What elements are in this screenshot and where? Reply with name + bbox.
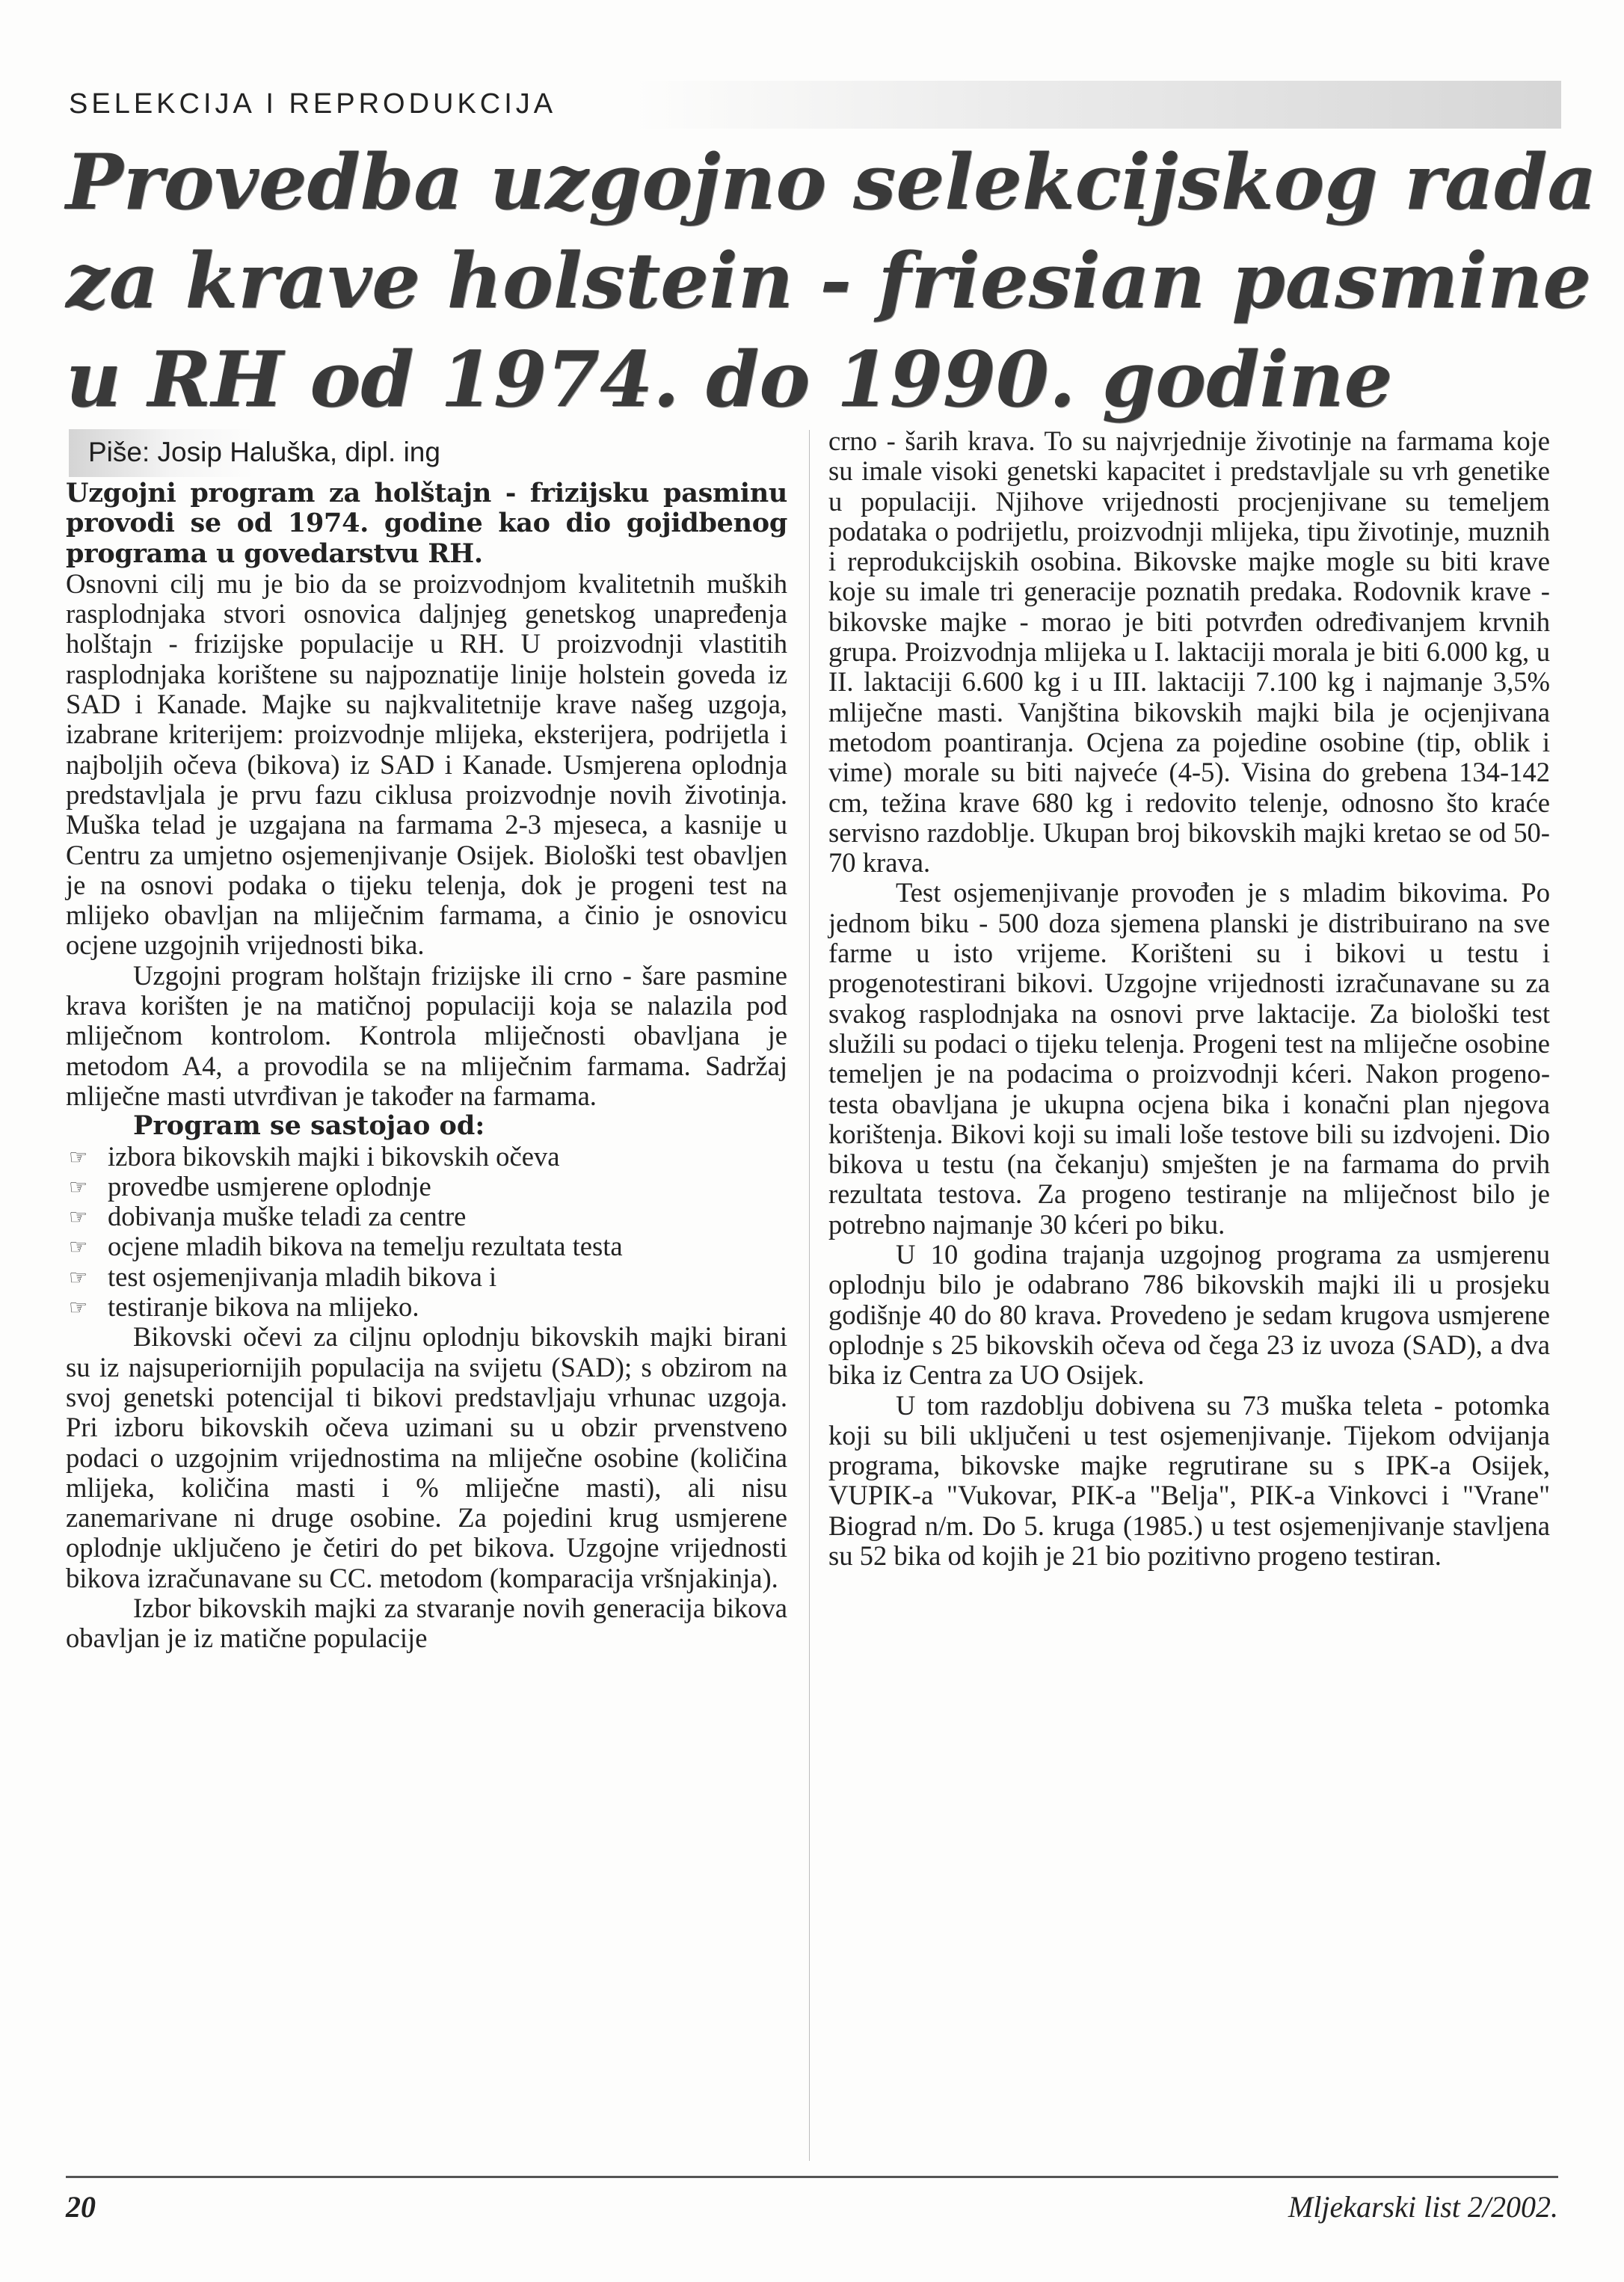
list-item <box>66 1202 787 1231</box>
title-line: Provedba uzgojno selekcijskog rada <box>66 138 1597 227</box>
left-column <box>66 479 787 1654</box>
pointing-hand-icon: ☞ <box>69 1206 88 1230</box>
body-paragraph: Bikovski očevi za ciljnu oplodnju bikovskih majki birani su iz najsuperiornijih populacija na svijetu (SAD); s obzirom na svoj genetski potencijal ti bikovi predstavljaju vrhunac uzgoja. Pri izboru bikovskih očeva uzimani su u obzir prvenstveno podaci o uzgojnim vrijednostima na mliječne osobine (količina mlijeka, količina masti i % mliječne masti), ali nisu zanemarivane ni druge osobine. Za pojedini krug usmjerene oplodnje uključeno je četiri do pet bikova. Uzgojne vrijednosti bikova izračunavane su CC. metodom (komparacija vršnjakinja). <box>66 1321 787 1593</box>
author-box <box>69 429 532 477</box>
journal-name: Mljekarski list 2/2002. <box>1288 2190 1558 2224</box>
lead-paragraph: Uzgojni program za holštajn - frizijsku pasminu provodi se od 1974. godine kao dio gojidbenog programa u govedarstvu RH. <box>66 478 787 569</box>
title-line: u RH od 1974. do 1990. godine <box>66 335 1393 425</box>
list-item <box>66 1292 787 1322</box>
list-item-text: test osjemenjivanja mladih bikova i <box>108 1261 497 1292</box>
program-heading: Program se sastojao od: <box>133 1110 485 1142</box>
section-label: SELEKCIJA I REPRODUKCIJA <box>69 88 557 120</box>
author-byline: Piše: Josip Haluška, dipl. ing <box>88 437 440 467</box>
body-paragraph: Test osjemenjivanje provođen je s mladim bikovima. Po jednom biku - 500 doza sjemena planski je distribuirano na sve farme u isto vrijeme. Korišteni su i bikovi u testu i progenotestirani bikovi. Uzgojne vrijednosti izračunavane su za svakog rasplodnjaka na osnovi prve laktacije. Za biološki test služili su podaci o tijeku telenja. Progeni test na mliječne osobine temeljen je na podacima o proizvodnji kćeri. Nakon progeno-testa obavljana je ukupna ocjena bika i konačni plan njegova korištenja. Bikovi koji su imali loše testove bili su izdvojeni. Dio bikova u testu (na čekanju) smješten je na farmama do prvih rezultata testova. Za progeno testiranje na mliječnost bilo je potrebno najmanje 30 kćeri po biku. <box>828 877 1550 1240</box>
section-header <box>66 81 1561 129</box>
body-paragraph: Izbor bikovskih majki za stvaranje novih generacija bikova obavljan je iz matične populacije <box>66 1592 787 1654</box>
program-list <box>66 1142 787 1323</box>
pointing-hand-icon: ☞ <box>69 1236 88 1260</box>
article-title <box>66 133 1597 429</box>
body-paragraph: U 10 godina trajanja uzgojnog programa za usmjerenu oplodnju bilo je odabrano 786 bikovskih majki ili u prosjeku godišnje 40 do 80 krava. Provedeno je sedam krugova usmjerene oplodnje s 25 bikovskih očeva od čega 23 iz uvoza (SAD), a dva bika iz Centra za UO Osijek. <box>828 1239 1550 1391</box>
list-item-text: ocjene mladih bikova na temelju rezultata testa <box>108 1231 623 1262</box>
footer-rule <box>66 2176 1558 2178</box>
list-item-text: provedbe usmjerene oplodnje <box>108 1170 431 1202</box>
right-column <box>828 426 1550 1571</box>
list-item-text: testiranje bikova na mlijeko. <box>108 1291 419 1323</box>
pointing-hand-icon: ☞ <box>69 1266 88 1290</box>
pointing-hand-icon: ☞ <box>69 1297 88 1320</box>
body-paragraph: Uzgojni program holštajn frizijske ili crno - šare pasmine krava korišten je na matičnoj populaciji koja se nalazila pod mliječnom kontrolom. Kontrola mliječnosti obavljana je metodom A4, a provodila se na mliječnim farmama. Sadržaj mliječne masti utvrđivan je također na farmama. <box>66 959 787 1111</box>
title-line: za krave holstein - friesian pasmine <box>66 236 1592 326</box>
list-item <box>66 1231 787 1261</box>
list-item <box>66 1172 787 1202</box>
page-number: 20 <box>66 2190 96 2224</box>
list-item <box>66 1262 787 1292</box>
pointing-hand-icon: ☞ <box>69 1145 88 1169</box>
list-item <box>66 1142 787 1172</box>
body-paragraph: Osnovni cilj mu je bio da se proizvodnjom kvalitetnih muških rasplodnjaka stvori osnovica daljnjeg genetskog unapređenja holštajn - frizijske populacije u RH. U proizvodnji vlastitih rasplodnjaka korištene su najpoznatije linije holstein goveda iz SAD i Kanade. Majke su najkvalitetnije krave našeg uzgoja, izabrane kriterijem: proizvodnje mlijeka, eksterijera, podrijetla i najboljih očeva (bikova) iz SAD i Kanade. Usmjerena oplodnja predstavljala je prvu fazu ciklusa proizvodnje novih životinja. Muška telad je uzgajana na farmama 2-3 mjeseca, a kasnije u Centru za umjetno osjemenjivanje Osijek. Biološki test obavljen je na osnovi podaka o tijeku telenja, dok je progeni test na mlijeko obavljan na mliječnim farmama, a činio je osnovicu ocjene uzgojnih vrijednosti bika. <box>66 568 787 961</box>
column-divider <box>809 430 810 2161</box>
pointing-hand-icon: ☞ <box>69 1175 88 1199</box>
body-paragraph: crno - šarih krava. To su najvrjednije životinje na farmama koje su imale visoki genetski kapacitet i predstavljale su vrh genetike u populaciji. Njihove vrijednosti procjenjivane su temeljem podataka o podrijetlu, proizvodnji mlijeka, tipu životinje, muznih i reprodukcijskih osobina. Bikovske majke mogle su biti krave koje su imale tri generacije poznatih predaka. Rodovnik krave - bikovske majke - morao je biti potvrđen određivanjem krvnih grupa. Proizvodnja mlijeka u I. laktaciji morala je biti 6.000 kg, u II. laktaciji 6.600 kg i u III. laktaciji 7.100 kg i najmanje 3,5% mliječne masti. Vanjština bikovskih majki bila je ocjenjivana metodom poantiranja. Ocjena za pojedine osobine (tip, oblik i vime) morale su biti najveće (4-5). Visina do grebena 134-142 cm, težina krave 680 kg i redovito telenje, odnosno što kraće servisno razdoblje. Ukupan broj bikovskih majki kretao se od 50-70 krava. <box>828 425 1550 879</box>
body-paragraph: U tom razdoblju dobivena su 73 muška teleta - potomka koji su bili uključeni u test osjemenjivanje. Tijekom odvijanja programa, bikovske majke regrutirane su s IPK-a Osijek, VUPIK-a "Vukovar, PIK-a "Belja", PIK-a Vinkovci i "Vrane" Biograd n/m. Do 5. kruga (1985.) u test osjemenjivanje stavljena su 52 bika od kojih je 21 bio pozitivno progeno testiran. <box>828 1389 1550 1571</box>
list-item-text: dobivanja muške teladi za centre <box>108 1201 467 1232</box>
list-item-text: izbora bikovskih majki i bikovskih očeva <box>108 1140 560 1172</box>
